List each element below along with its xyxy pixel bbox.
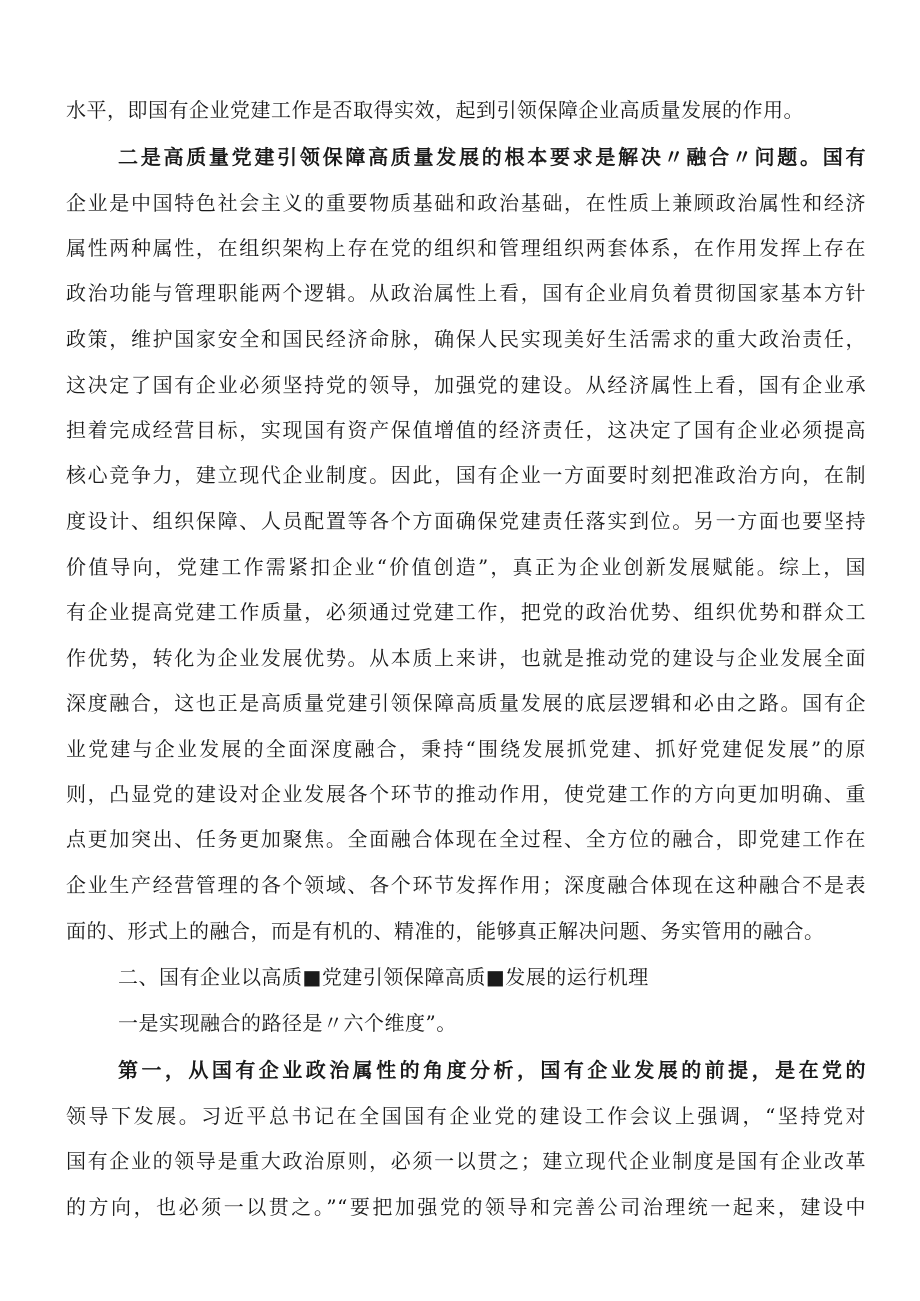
text-line-10: 度设计、组织保障、人员配置等各个方面确保党建责任落实到位。另一方面也要坚持 [66, 509, 866, 533]
text-line-9: 核心竞争力，建立现代企业制度。因此，国有企业一方面要时刻把准政治方向，在制 [66, 463, 866, 487]
text-line-11: 价值导向，党建工作需紧扣企业“价值创造”，真正为企业创新发展赋能。综上，国 [66, 555, 866, 579]
subheading: 一是实现融合的路径是〃六个维度”。 [118, 1011, 457, 1035]
text-line-22: 第一，从国有企业政治属性的角度分析，国有企业发展的前提，是在党的 [118, 1058, 866, 1082]
text-line-12: 有企业提高党建工作质量，必须通过党建工作，把党的政治优势、组织优势和群众工 [66, 600, 866, 624]
text-line-16: 则，凸显党的建设对企业发展各个环节的推动作用，使党建工作的方向更加明确、重 [66, 782, 866, 806]
text-line-5: 政治功能与管理职能两个逻辑。从政治属性上看，国有企业肩负着贯彻国家基本方针 [66, 281, 866, 305]
text-line-2: 二是高质量党建引领保障高质量发展的根本要求是解决〃融合〃问题。国有 [118, 145, 866, 169]
text-line-17: 点更加突出、任务更加聚焦。全面融合体现在全过程、全方位的融合，即党建工作在 [66, 827, 866, 851]
text-line-3: 企业是中国特色社会主义的重要物质基础和政治基础，在性质上兼顾政治属性和经济 [66, 191, 866, 215]
text-line-25: 的方向，也必须一以贯之。”“要把加强党的领导和完善公司治理统一起来，建设中 [66, 1195, 866, 1219]
text-line-14: 深度融合，这也正是高质量党建引领保障高质量发展的底层逻辑和必由之路。国有企 [66, 691, 866, 715]
text-line-13: 作优势，转化为企业发展优势。从本质上来讲，也就是推动党的建设与企业发展全面 [66, 646, 866, 670]
text-line-1: 水平，即国有企业党建工作是否取得实效，起到引领保障企业高质量发展的作用。 [66, 98, 804, 122]
text-line-6: 政策，维护国家安全和国民经济命脉，确保人民实现美好生活需求的重大政治责任， [66, 327, 866, 351]
text-line-4: 属性两种属性，在组织架构上存在党的组织和管理组织两套体系，在作用发挥上存在 [66, 236, 866, 260]
text-line-24: 国有企业的领导是重大政治原则，必须一以贯之；建立现代企业制度是国有企业改革 [66, 1149, 866, 1173]
section-heading: 二、国有企业以高质■党建引领保障高质■发展的运行机理 [118, 965, 649, 989]
text-line-15: 业党建与企业发展的全面深度融合，秉持“围绕发展抓党建、抓好党建促发展”的原 [66, 737, 866, 761]
text-line-19: 面的、形式上的融合，而是有机的、精准的，能够真正解决问题、务实管用的融合。 [66, 919, 825, 943]
text-line-23: 领导下发展。习近平总书记在全国国有企业党的建设工作会议上强调，“坚持党对 [66, 1104, 866, 1128]
text-line-18: 企业生产经营管理的各个领域、各个环节发挥作用；深度融合体现在这种融合不是表 [66, 873, 866, 897]
text-line-8: 担着完成经营目标，实现国有资产保值增值的经济责任，这决定了国有企业必须提高 [66, 418, 866, 442]
text-line-7: 这决定了国有企业必须坚持党的领导，加强党的建设。从经济属性上看，国有企业承 [66, 373, 866, 397]
